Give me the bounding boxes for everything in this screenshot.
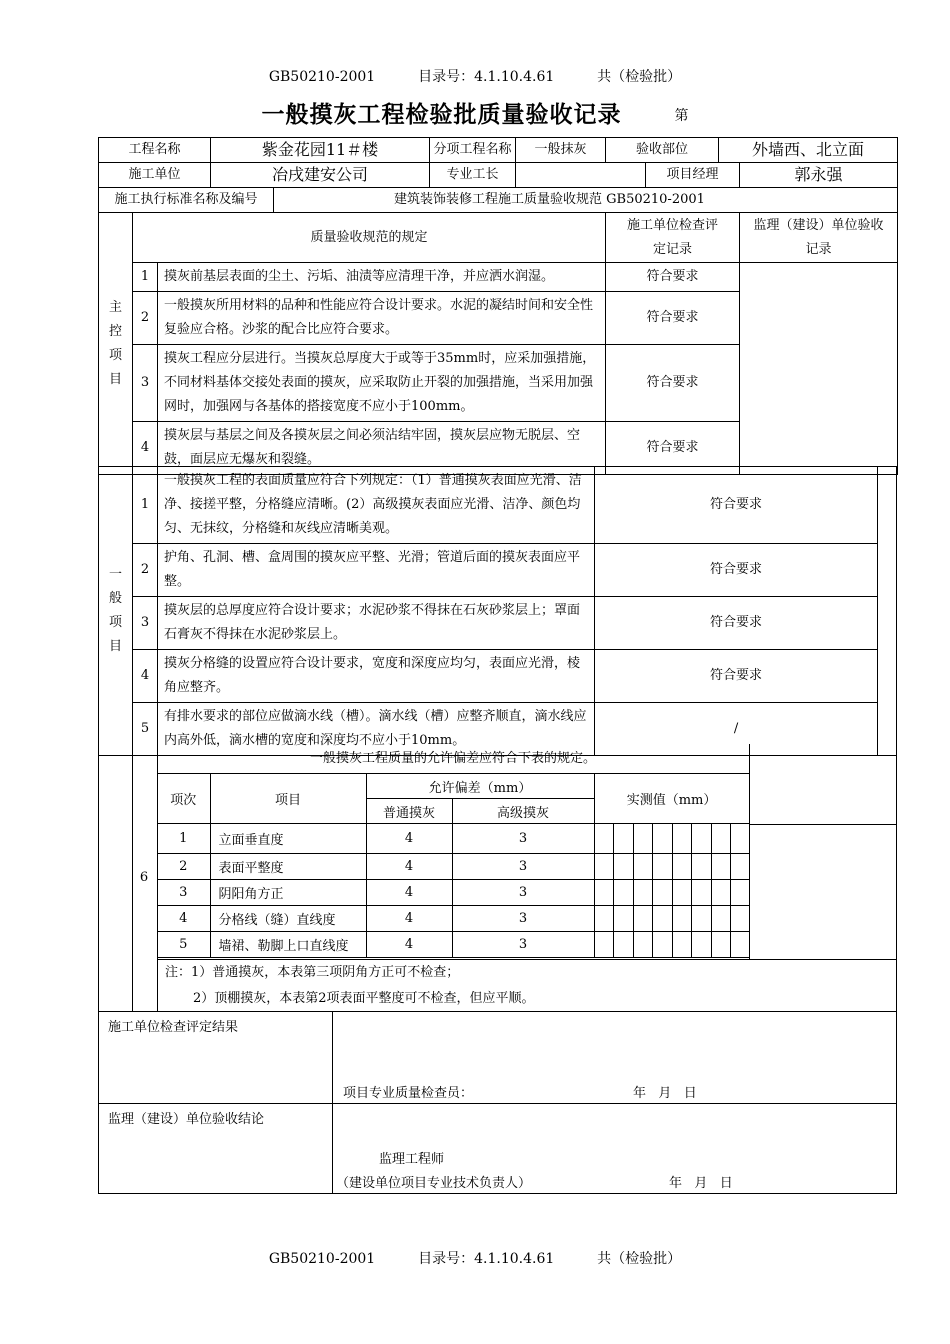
tol-row-normal: 4 <box>366 932 452 958</box>
tol-row-no: 2 <box>157 854 210 880</box>
general-label: 一般项目 <box>108 567 122 654</box>
gen-text-2: 护角、孔洞、槽、盒周围的摸灰应平整、光滑；管道后面的摸灰表面应平整。 <box>158 544 595 597</box>
measure-cell <box>691 932 711 958</box>
mc-result-4: 符合要求 <box>606 422 740 475</box>
tolerance-block <box>98 744 897 1012</box>
gen-no-4: 4 <box>133 650 158 703</box>
supervision-header: 监理（建设）单位验收记录 <box>740 213 898 263</box>
mc-no-4: 4 <box>133 422 158 475</box>
footer-batch: 共（检验批） <box>597 1251 682 1267</box>
tol-row-no: 3 <box>157 880 210 906</box>
gen-result-4: 符合要求 <box>595 650 878 703</box>
std-label: 施工执行标准名称及编号 <box>99 188 274 213</box>
tol-row-normal: 4 <box>366 906 452 932</box>
tol-row-high: 3 <box>452 854 594 880</box>
tol-note-2: 2）顶棚摸灰，本表第2项表面平整度可不检查，但应平顺。 <box>193 991 535 1006</box>
measure-cell <box>633 906 652 932</box>
gen-no-5: 5 <box>133 703 158 756</box>
tol-note-1: 注：1）普通摸灰，本表第三项阴角方正可不检查； <box>165 965 460 980</box>
supervision-result-section <box>98 1102 897 1194</box>
tol-row-normal: 4 <box>366 854 452 880</box>
project-label: 工程名称 <box>99 138 211 163</box>
measure-cell <box>672 880 691 906</box>
tol-left-band <box>98 744 133 1012</box>
construction-inspector: 项目专业质量检查员： <box>343 1086 474 1101</box>
measure-cell <box>594 906 613 932</box>
measure-cell <box>711 824 730 854</box>
measure-cell <box>652 824 672 854</box>
project-value: 紫金花园11＃楼 <box>211 138 430 163</box>
measure-cell <box>672 906 691 932</box>
measure-cell <box>613 824 633 854</box>
footer-catalog: 目录号：4.1.10.4.61 <box>418 1251 555 1267</box>
measure-cell <box>711 906 730 932</box>
tol-row-no: 5 <box>157 932 210 958</box>
construction-result-label: 施工单位检查评定结果 <box>108 1020 239 1035</box>
tol-intro: 一般摸灰工程质量的允许偏差应符合下表的规定。 <box>157 744 750 774</box>
manager-label: 项目经理 <box>646 163 740 188</box>
tol-row-normal: 4 <box>366 880 452 906</box>
gen-result-5: / <box>595 703 878 756</box>
mc-result-2: 符合要求 <box>606 292 740 345</box>
tol-row-item: 阴阳角方正 <box>210 880 366 906</box>
part-label: 验收部位 <box>606 138 719 163</box>
page-title: 一般摸灰工程检验批质量验收记录 <box>261 101 622 128</box>
measure-cell <box>672 932 691 958</box>
page-title-block <box>0 96 950 129</box>
tol-h-tol: 允许偏差（mm） <box>366 774 594 799</box>
tol-supervision-lower <box>749 824 897 959</box>
supervision-engineer: 监理工程师 <box>379 1152 445 1167</box>
part-value: 外墙西、北立面 <box>719 138 898 163</box>
tol-row-high: 3 <box>452 932 594 958</box>
gen-no-2: 2 <box>133 544 158 597</box>
header-catalog: 目录号：4.1.10.4.61 <box>418 69 555 85</box>
gen-result-1: 符合要求 <box>595 467 878 544</box>
page-header <box>0 66 950 86</box>
mc-text-2: 一般摸灰所用材料的品种和性能应符合设计要求。水泥的凝结时间和安全性复验应合格。沙浆的配合比应符合要求。 <box>158 292 606 345</box>
unit-label: 施工单位 <box>99 163 211 188</box>
measure-cell <box>711 932 730 958</box>
tol-h-measured: 实测值（mm） <box>594 774 749 824</box>
tol-supervision-cell <box>749 744 896 825</box>
inspection-record-table <box>98 137 898 475</box>
supervision-owner: （建设单位项目专业技术负责人） <box>336 1176 532 1191</box>
header-batch: 共（检验批） <box>597 69 682 85</box>
tol-row-high: 3 <box>452 880 594 906</box>
subproject-label: 分项工程名称 <box>430 138 516 163</box>
gen-text-1: 一般摸灰工程的表面质量应符合下列规定：（1）普通摸灰表面应光滑、洁净、接搓平整，分格缝应清晰。(2）高级摸灰表面应光滑、洁净、颜色均匀、无抹纹，分格缝和灰线应清晰美观。 <box>158 467 595 544</box>
spec-header: 质量验收规范的规定 <box>133 213 606 263</box>
measure-cell <box>730 932 749 958</box>
title-suffix: 第 <box>674 108 689 124</box>
supervision-result-label: 监理（建设）单位验收结论 <box>108 1112 265 1127</box>
mc-no-2: 2 <box>133 292 158 345</box>
measure-cell <box>613 854 633 880</box>
tolerance-table <box>157 773 750 958</box>
measure-cell <box>652 854 672 880</box>
main-control-label-cell <box>99 213 133 475</box>
tol-row-no: 1 <box>157 824 210 854</box>
tol-row-item: 表面平整度 <box>210 854 366 880</box>
mc-result-3: 符合要求 <box>606 345 740 422</box>
measure-cell <box>691 854 711 880</box>
measure-cell <box>652 932 672 958</box>
gen-text-5: 有排水要求的部位应做滴水线（槽）。滴水线（槽）应整齐顺直，滴水线应内高外低，滴水槽的宽度和深度均不应小于10mm。 <box>158 703 595 756</box>
tol-row-high: 3 <box>452 824 594 854</box>
mc-text-3: 摸灰工程应分层进行。当摸灰总厚度大于或等于35mm时，应采加强措施，不同材料基体交接处表面的摸灰，应采取防止开裂的加强措施，当采用加强网时，加强网与各基体的搭接宽度不应小于100mm。 <box>158 345 606 422</box>
measure-cell <box>672 854 691 880</box>
measure-cell <box>633 854 652 880</box>
mc-no-1: 1 <box>133 263 158 292</box>
tol-row-no: 4 <box>157 906 210 932</box>
measure-cell <box>613 880 633 906</box>
gen-text-3: 摸灰层的总厚度应符合设计要求；水泥砂浆不得抹在石灰砂浆层上；罩面石膏灰不得抹在水泥砂浆层上。 <box>158 597 595 650</box>
foreman-value <box>516 163 646 188</box>
mc-supervision-cell <box>740 263 898 475</box>
measure-cell <box>691 906 711 932</box>
measure-cell <box>730 906 749 932</box>
unit-value: 冶戌建安公司 <box>211 163 430 188</box>
tol-row-normal: 4 <box>366 824 452 854</box>
gen-result-3: 符合要求 <box>595 597 878 650</box>
measure-cell <box>594 854 613 880</box>
measure-cell <box>691 880 711 906</box>
std-value: 建筑装饰装修工程施工质量验收规范 GB50210-2001 <box>274 188 898 213</box>
mc-result-1: 符合要求 <box>606 263 740 292</box>
main-control-label: 主控项目 <box>108 299 122 387</box>
tol-row-item: 墙裙、勒脚上口直线度 <box>210 932 366 958</box>
supervision-date: 年 月 日 <box>669 1176 733 1191</box>
header-standard: GB50210-2001 <box>268 69 376 85</box>
section-divider <box>332 1102 333 1193</box>
tol-row-item: 立面垂直度 <box>210 824 366 854</box>
measure-cell <box>711 854 730 880</box>
manager-value: 郭永强 <box>740 163 898 188</box>
measure-cell <box>672 824 691 854</box>
subproject-value: 一般抹灰 <box>516 138 606 163</box>
gen-no-3: 3 <box>133 597 158 650</box>
measure-cell <box>730 854 749 880</box>
tol-h-normal: 普通摸灰 <box>366 799 452 824</box>
general-items-table <box>98 466 897 756</box>
construction-date: 年 月 日 <box>633 1086 697 1101</box>
mc-text-1: 摸灰前基层表面的尘土、污垢、油渍等应清理干净，并应洒水润湿。 <box>158 263 606 292</box>
measure-cell <box>594 824 613 854</box>
measure-cell <box>613 906 633 932</box>
tol-notes <box>157 959 896 1012</box>
tol-row-high: 3 <box>452 906 594 932</box>
measure-cell <box>594 932 613 958</box>
measure-cell <box>613 932 633 958</box>
mc-no-3: 3 <box>133 345 158 422</box>
measure-cell <box>652 880 672 906</box>
foreman-label: 专业工长 <box>430 163 516 188</box>
measure-cell <box>730 880 749 906</box>
mc-text-4: 摸灰层与基层之间及各摸灰层之间必须沾结牢固，摸灰层应物无脱层、空鼓，面层应无爆灰和裂缝。 <box>158 422 606 475</box>
check-header: 施工单位检查评定记录 <box>606 213 740 263</box>
measure-cell <box>652 906 672 932</box>
section-divider <box>332 1012 333 1103</box>
gen-no-1: 1 <box>133 467 158 544</box>
footer-standard: GB50210-2001 <box>268 1251 376 1267</box>
page-footer <box>0 1248 950 1268</box>
general-label-cell <box>99 467 133 756</box>
gen-result-2: 符合要求 <box>595 544 878 597</box>
construction-result-section <box>98 1011 897 1104</box>
tol-h-item: 项目 <box>210 774 366 824</box>
measure-cell <box>633 880 652 906</box>
tol-no: 6 <box>131 744 158 1011</box>
gen-text-4: 摸灰分格缝的设置应符合设计要求，宽度和深度应均匀，表面应光滑，棱角应整齐。 <box>158 650 595 703</box>
gen-supervision-cell <box>878 467 897 756</box>
tol-h-high: 高级摸灰 <box>452 799 594 824</box>
tol-row-item: 分格线（缝）直线度 <box>210 906 366 932</box>
measure-cell <box>730 824 749 854</box>
measure-cell <box>691 824 711 854</box>
measure-cell <box>633 932 652 958</box>
tol-h-index: 项次 <box>157 774 210 824</box>
measure-cell <box>633 824 652 854</box>
measure-cell <box>594 880 613 906</box>
measure-cell <box>711 880 730 906</box>
